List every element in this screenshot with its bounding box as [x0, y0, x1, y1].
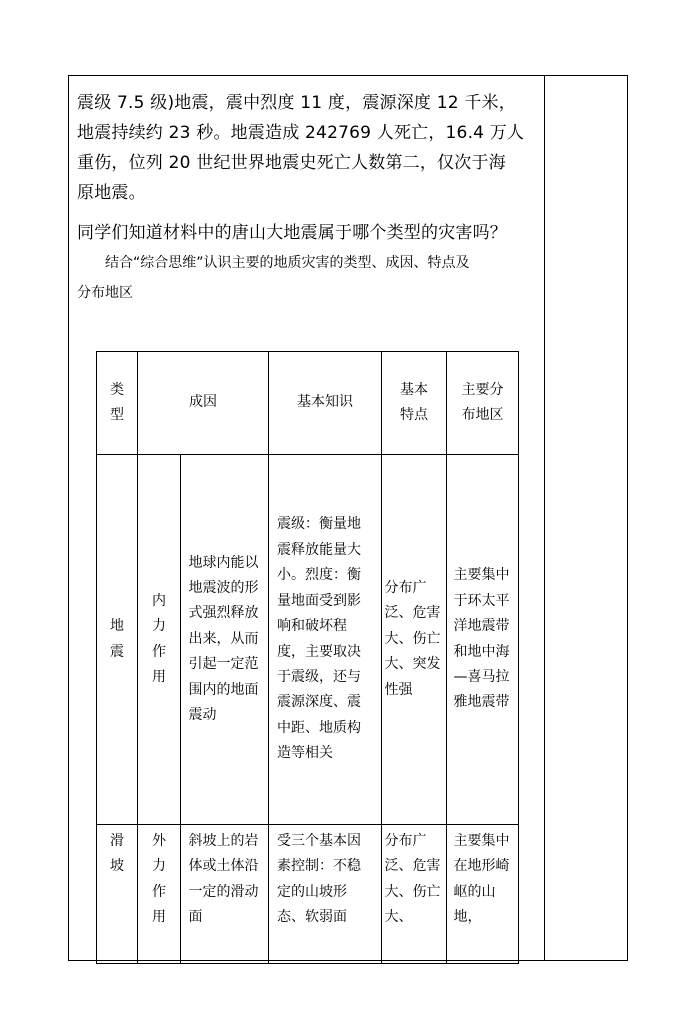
paragraph-line: 地震持续约 23 秒。地震造成 242769 人死亡，16.4 万人 — [77, 123, 525, 143]
header-knowledge: 基本知识 — [269, 352, 382, 455]
row-features: 分布广泛、危害大、伤亡大、突发性强 — [382, 455, 447, 825]
paragraph-line: 震级 7.5 级)地震，震中烈度 11 度，震源深度 12 千米， — [77, 93, 516, 113]
table-header-row — [97, 352, 519, 455]
paragraph-line: 原地震。 — [77, 183, 146, 203]
table-row — [97, 455, 519, 825]
document-frame — [68, 75, 628, 961]
paragraph-line: 重伤，位列 20 世纪世界地震史死亡人数第二，仅次于海 — [77, 153, 506, 173]
row-mechanism: 地球内能以地震波的形式强烈释放出来，从而引起一定范围内的地面震动 — [181, 455, 269, 825]
row-distribution: 主要集中在地形崎岖的山地， — [447, 825, 519, 964]
row-knowledge: 受三个基本因素控制：不稳定的山坡形态、软弱面 — [269, 825, 382, 964]
header-features: 基本特点 — [382, 352, 447, 455]
question-text: 同学们知道材料中的唐山大地震属于哪个类型的灾害吗？ — [77, 223, 507, 243]
hazard-table — [96, 351, 519, 964]
row-mechanism: 斜坡上的岩体或土体沿一定的滑动面 — [181, 825, 269, 964]
row-features: 分布广泛、危害大、伤亡大、 — [382, 825, 447, 964]
row-type-landslide: 滑坡 — [97, 825, 138, 964]
instruction-line: 分布地区 — [77, 285, 133, 301]
instruction-line: 结合“综合思维”认识主要的地质灾害的类型、成因、特点及 — [105, 255, 470, 271]
row-type-earthquake: 地震 — [97, 455, 138, 825]
row-force: 外力作用 — [138, 825, 181, 964]
row-distribution: 主要集中于环太平洋地震带和地中海—喜马拉雅地震带 — [447, 455, 519, 825]
table-row — [97, 825, 519, 964]
header-distribution: 主要分布地区 — [447, 352, 519, 455]
row-knowledge: 震级：衡量地震释放能量大小。烈度：衡量地面受到影响和破坏程度，主要取决于震级，还与震源深度、震中距、地质构造等相关 — [269, 455, 382, 825]
header-type: 类型 — [97, 352, 138, 455]
text-block — [77, 88, 547, 308]
header-cause: 成因 — [138, 352, 269, 455]
row-force: 内力作用 — [138, 455, 181, 825]
